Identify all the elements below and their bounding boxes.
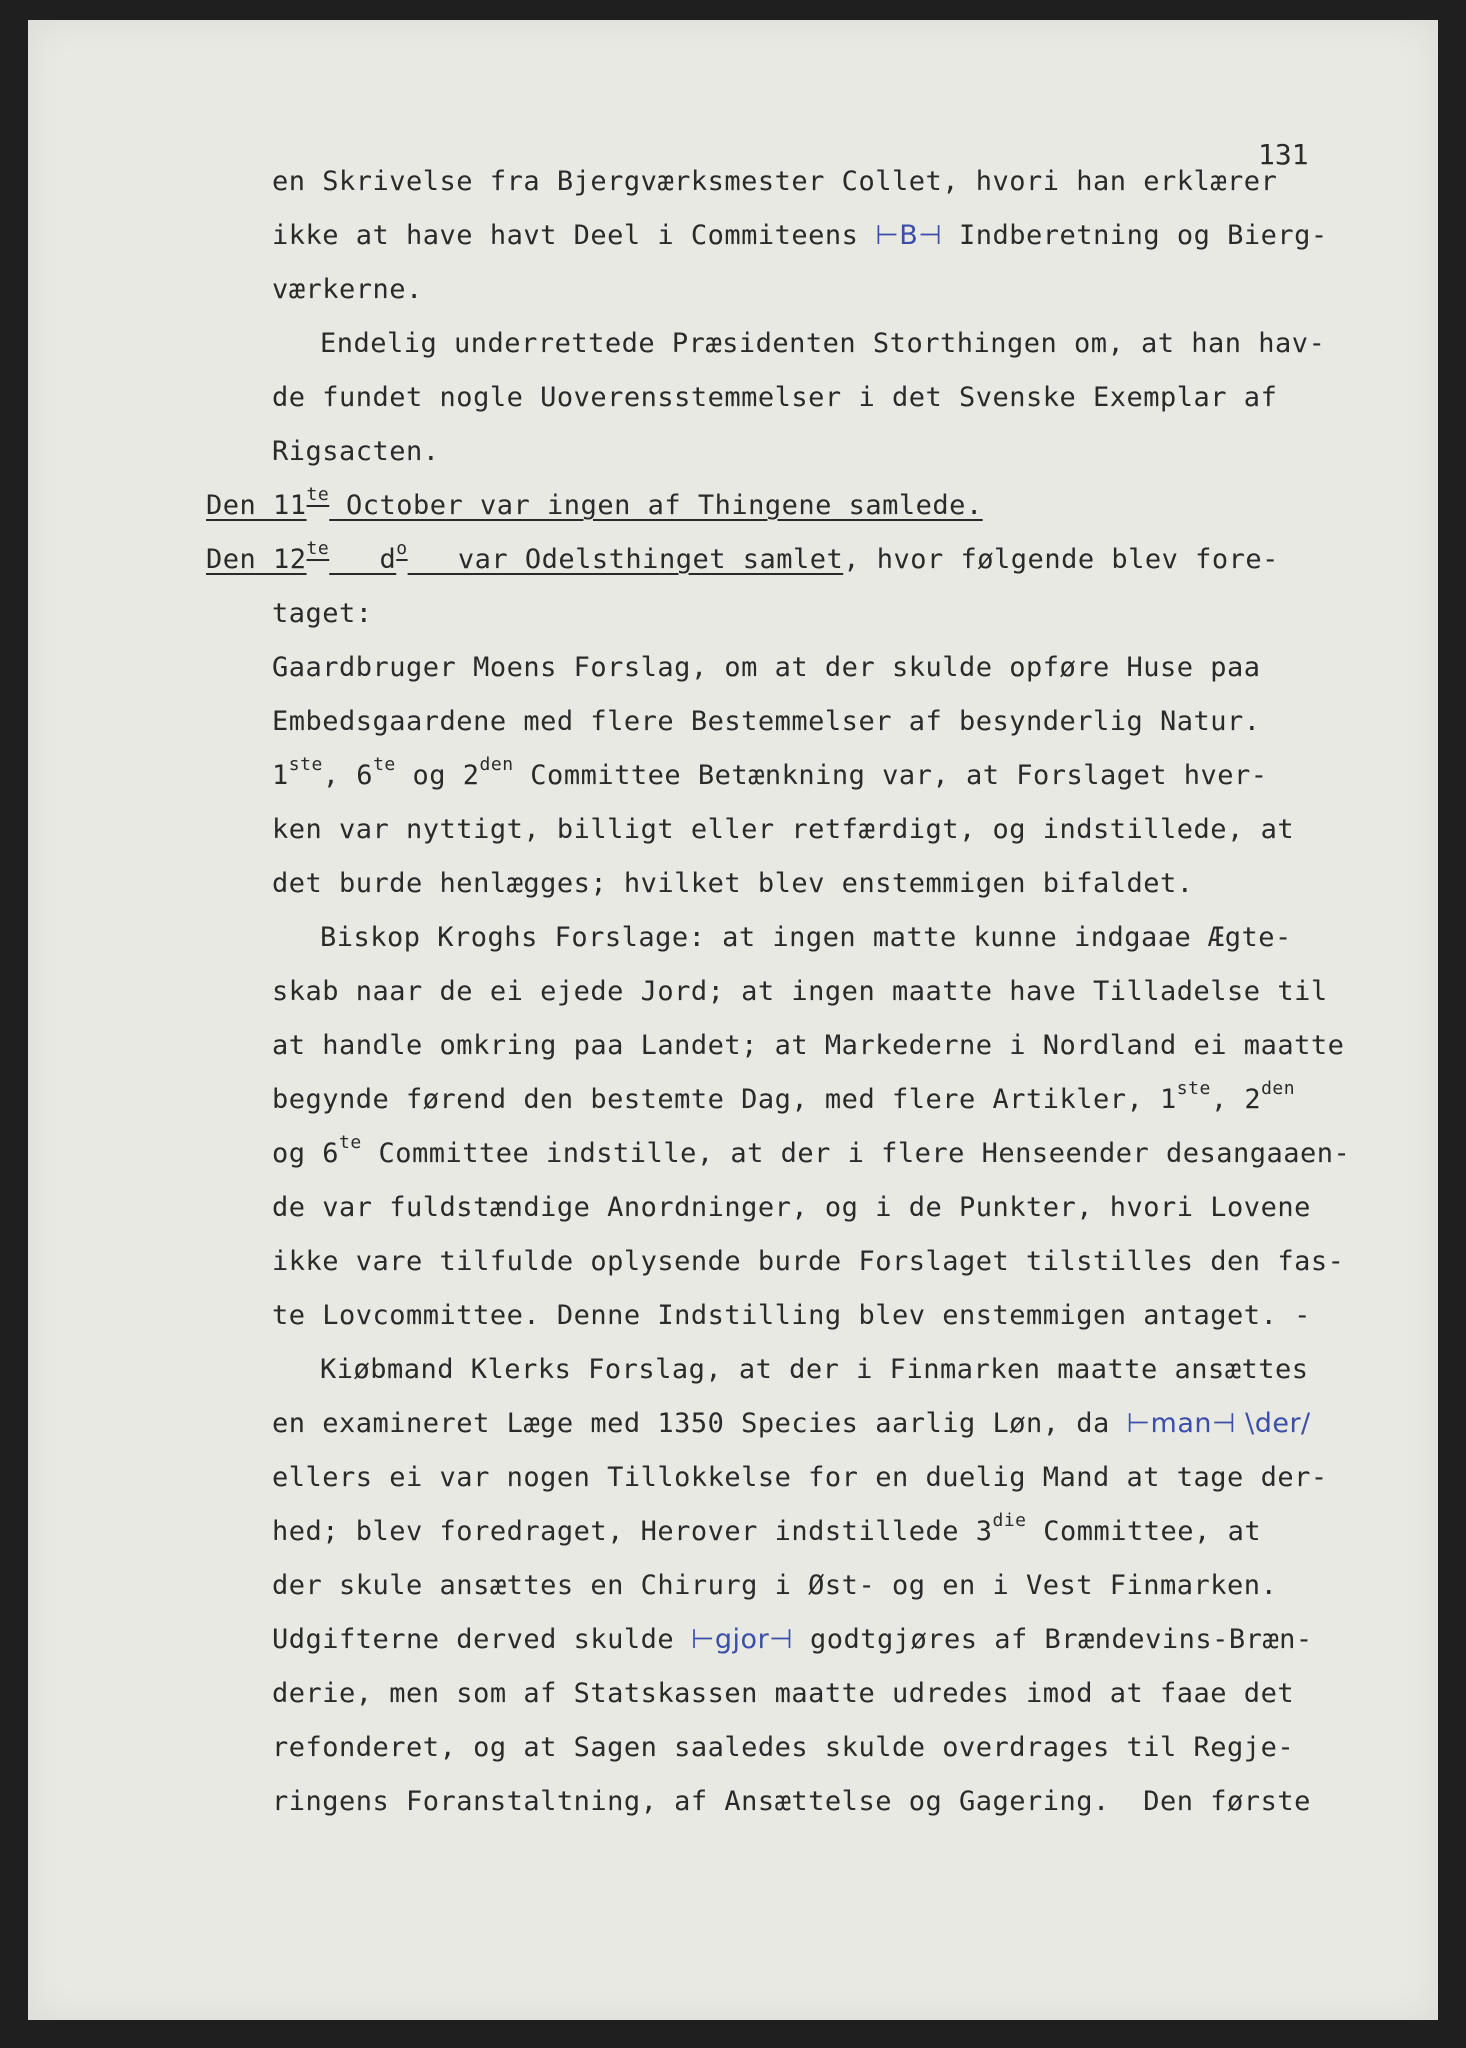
superscript: te <box>306 538 330 559</box>
handwritten-insertion: ⊢man⊣ \der/ <box>1126 1408 1311 1439</box>
text-segment: begynde førend den bestemte Dag, med flere Artikler, 1 <box>272 1084 1177 1115</box>
text-segment: Committee Betænkning var, at Forslaget hver- <box>513 760 1268 791</box>
text-line <box>272 1030 1344 1061</box>
text-segment: var Odelsthinget samlet <box>407 544 844 575</box>
superscript: te <box>306 484 330 505</box>
text-segment: taget: <box>272 598 373 629</box>
text-segment: 1 <box>272 760 289 791</box>
text-segment: , 2 <box>1210 1084 1262 1115</box>
superscript: die <box>992 1510 1027 1531</box>
text-line <box>206 538 1279 575</box>
text-segment: en Skrivelse fra Bjergværksmester Collet, hvori han erklærer <box>272 166 1278 197</box>
text-segment: Rigsacten. <box>272 436 440 467</box>
superscript: ste <box>1176 1078 1211 1099</box>
text-segment: Udgifterne derved skulde <box>272 1624 691 1655</box>
text-segment: at handle omkring paa Landet; at Markederne i Nordland ei maatte <box>272 1030 1345 1061</box>
text-line <box>272 1078 1296 1115</box>
text-line <box>272 1192 1311 1223</box>
superscript: den <box>479 754 514 775</box>
text-segment: refonderet, og at Sagen saaledes skulde overdrages til Regje- <box>272 1732 1295 1763</box>
text-segment: det burde henlægges; hvilket blev enstemmigen bifaldet. <box>272 868 1194 899</box>
text-line <box>272 1408 1311 1439</box>
text-segment: Kiøbmand Klerks Forslag, at der i Finmarken maatte ansættes <box>320 1354 1309 1385</box>
text-line <box>272 166 1277 197</box>
text-line <box>206 484 983 521</box>
text-line <box>320 1354 1309 1385</box>
text-line <box>272 706 1261 737</box>
text-line <box>272 652 1261 683</box>
text-line <box>272 436 440 467</box>
handwritten-insertion: ⊢B⊣ <box>875 220 943 251</box>
handwritten-insertion: ⊢gjor⊣ <box>690 1624 794 1655</box>
text-segment: hed; blev foredraget, Herover indstillede 3 <box>272 1516 993 1547</box>
text-line <box>272 1678 1294 1709</box>
text-line <box>272 274 423 305</box>
superscript: te <box>339 1132 362 1153</box>
text-segment: Den 12 <box>206 544 307 575</box>
text-segment: og 6 <box>272 1138 340 1169</box>
text-segment: de var fuldstændige Anordninger, og i de Punkter, hvori Lovene <box>272 1192 1311 1223</box>
superscript: den <box>1261 1078 1296 1099</box>
text-segment: godtgjøres af Brændevins-Bræn- <box>793 1624 1313 1655</box>
text-segment: Embedsgaardene med flere Bestemmelser af besynderlig Natur. <box>272 706 1261 737</box>
text-segment: Committee indstille, at der i flere Henseender desangaaen- <box>361 1138 1351 1169</box>
text-line <box>272 868 1194 899</box>
page-number: 131 <box>1258 138 1309 171</box>
text-segment: de fundet nogle Uoverensstemmelser i det Svenske Exemplar af <box>272 382 1278 413</box>
superscript: o <box>396 538 408 559</box>
text-segment: Den 11 <box>206 490 307 521</box>
text-line <box>320 328 1325 359</box>
text-segment: ken var nyttigt, billigt eller retfærdigt, og indstillede, at <box>272 814 1295 845</box>
text-line <box>272 1462 1328 1493</box>
text-segment: , hvor følgende blev fore- <box>843 544 1279 575</box>
text-segment: , 6 <box>322 760 374 791</box>
text-segment: ellers ei var nogen Tillokkelse for en duelig Mand at tage der- <box>272 1462 1328 1493</box>
text-segment: October var ingen af Thingene samlede. <box>329 490 983 521</box>
text-segment: ikke vare tilfulde oplysende burde Forslaget tilstilles den fas- <box>272 1246 1345 1277</box>
text-line <box>272 1246 1344 1277</box>
text-line <box>272 1510 1262 1547</box>
text-segment: Indberetning og Bierg- <box>942 220 1328 251</box>
text-line <box>272 220 1328 251</box>
text-line <box>272 754 1268 791</box>
text-segment: der skule ansættes en Chirurg i Øst- og en i Vest Finmarken. <box>272 1570 1278 1601</box>
text-segment: derie, men som af Statskassen maatte udredes imod at faae det <box>272 1678 1295 1709</box>
text-line <box>320 922 1292 953</box>
text-segment: ikke at have havt Deel i Commiteens <box>272 220 876 251</box>
text-line <box>272 382 1277 413</box>
text-segment: skab naar de ei ejede Jord; at ingen maatte have Tilladelse til <box>272 976 1328 1007</box>
text-segment: Gaardbruger Moens Forslag, om at der skulde opføre Huse paa <box>272 652 1261 683</box>
text-segment: Committee, at <box>1026 1516 1262 1547</box>
text-line <box>272 1624 1313 1655</box>
text-line <box>272 598 373 629</box>
text-line <box>272 1570 1277 1601</box>
text-line <box>272 1786 1311 1817</box>
text-line <box>272 1732 1294 1763</box>
text-segment: Biskop Kroghs Forslage: at ingen matte kunne indgaae Ægte- <box>320 922 1292 953</box>
text-segment: værkerne. <box>272 274 423 305</box>
text-segment: ringens Foranstaltning, af Ansættelse og Gagering. Den første <box>272 1786 1311 1817</box>
text-line <box>272 1300 1311 1331</box>
text-segment: en examineret Læge med 1350 Species aarlig Løn, da <box>272 1408 1127 1439</box>
text-segment: d <box>329 544 397 575</box>
text-segment: og 2 <box>395 760 480 791</box>
text-line <box>272 976 1328 1007</box>
text-line <box>272 814 1294 845</box>
text-line <box>272 1132 1351 1169</box>
superscript: ste <box>288 754 323 775</box>
document-page <box>28 20 1438 2020</box>
superscript: te <box>373 754 396 775</box>
text-segment: te Lovcommittee. Denne Indstilling blev enstemmigen antaget. - <box>272 1300 1311 1331</box>
text-segment: Endelig underrettede Præsidenten Storthingen om, at han hav- <box>320 328 1326 359</box>
